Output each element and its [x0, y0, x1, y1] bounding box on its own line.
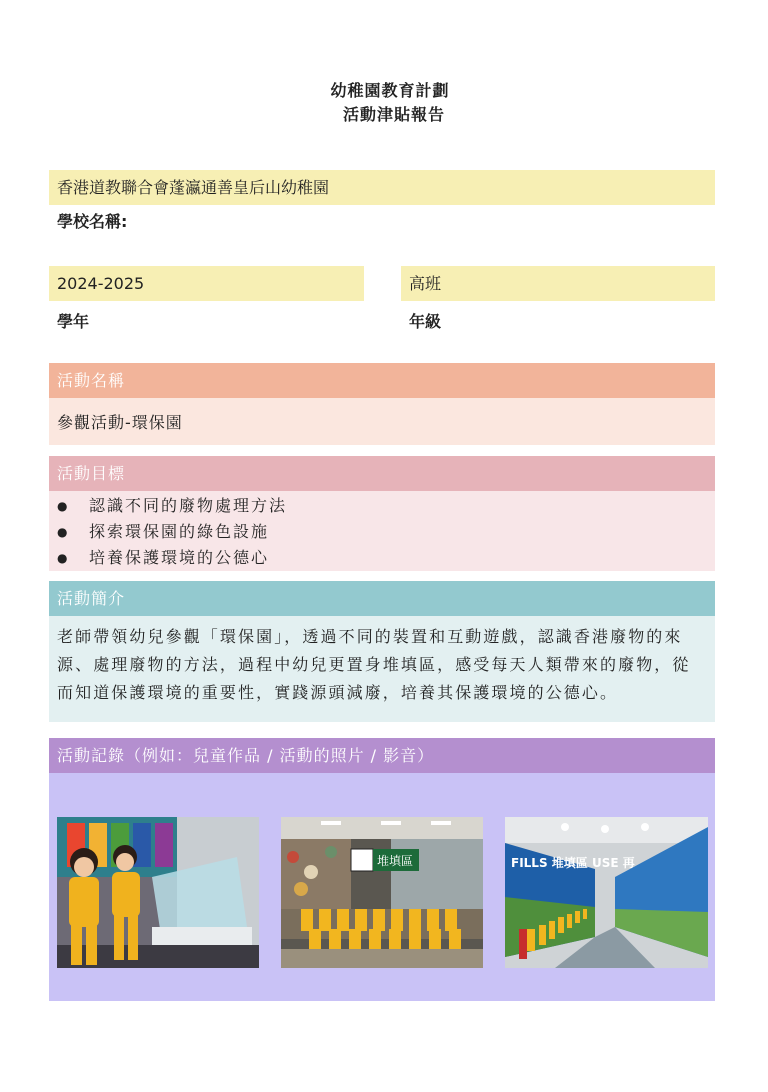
photo-group-landfill	[281, 817, 483, 968]
photo-children-at-exhibit	[57, 817, 259, 968]
grade-value: 高班	[401, 266, 715, 301]
bullet-icon: ●	[57, 525, 70, 539]
activity-name-value: 參觀活動-環保園	[49, 398, 715, 445]
page-subtitle: 活動津貼報告	[342, 105, 445, 124]
bullet-icon: ●	[57, 551, 70, 565]
grade-label: 年級	[409, 312, 442, 331]
intro-header: 活動簡介	[49, 581, 715, 616]
landfill-sign-text: 堆填區	[377, 854, 414, 868]
list-item: ● 認識不同的廢物處理方法	[49, 493, 715, 519]
list-item: ● 探索環保園的綠色設施	[49, 519, 715, 545]
photo-corridor-mural	[505, 817, 708, 968]
list-item: ● 培養保護環境的公德心	[49, 545, 715, 571]
school-name-value: 香港道教聯合會蓬瀛通善皇后山幼稚園	[49, 170, 715, 205]
school-year-label: 學年	[57, 312, 90, 331]
school-name-label: 學校名稱:	[57, 212, 128, 231]
corridor-sign-text: FILLS 堆填區 USE 再	[511, 856, 635, 870]
activity-name-header: 活動名稱	[49, 363, 715, 398]
intro-body	[49, 616, 715, 722]
bullet-icon: ●	[57, 499, 70, 513]
intro-text: 老師帶領幼兒參觀「環保園」，透過不同的裝置和互動遊戲，認識香港廢物的來源、處理廢物的方法，過程中幼兒更置身堆填區，感受每天人類帶來的廢物，從而知道保護環境的重要性，實踐源頭減廢，培養其保護環境的公德心。	[57, 627, 691, 702]
objectives-list	[49, 491, 715, 571]
records-header: 活動記錄（例如：兒童作品 / 活動的照片 / 影音）	[49, 738, 715, 773]
school-year-value: 2024-2025	[49, 266, 364, 301]
page-title: 幼稚園教育計劃	[330, 81, 450, 100]
objectives-header: 活動目標	[49, 456, 715, 491]
